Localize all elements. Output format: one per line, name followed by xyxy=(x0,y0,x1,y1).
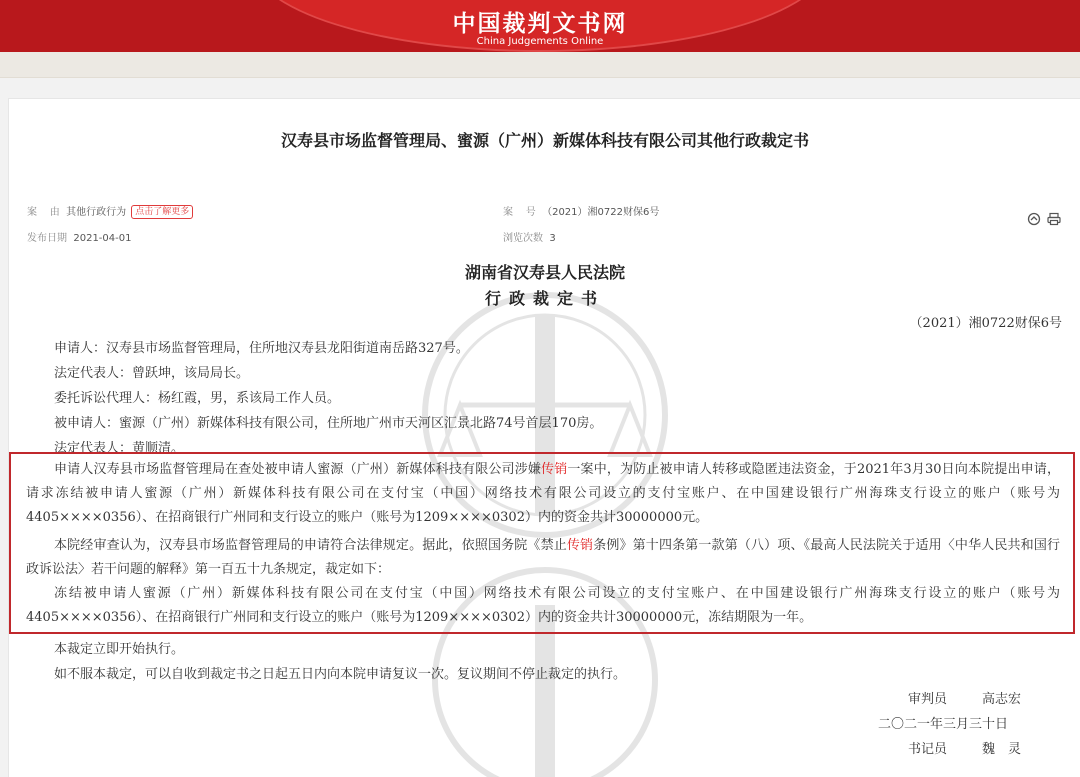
page-title: 汉寿县市场监督管理局、蜜源（广州）新媒体科技有限公司其他行政裁定书 xyxy=(280,131,809,150)
header-subband xyxy=(0,52,1080,78)
meta-publish-date-value: 2021-04-01 xyxy=(73,233,132,244)
document-type: 行政裁定书 xyxy=(484,289,605,308)
judge-label: 审判员 xyxy=(908,692,948,707)
share-icon[interactable] xyxy=(1027,212,1041,230)
court-name: 湖南省汉寿县人民法院 xyxy=(464,263,625,282)
clerk-name: 魏 灵 xyxy=(982,742,1022,757)
para1-highlight: 传销 xyxy=(541,462,568,477)
para2-highlight: 传销 xyxy=(566,538,594,553)
meta-cause xyxy=(27,203,193,219)
site-logo-subtitle: China Judgements Online xyxy=(476,36,604,47)
para1-after: 一案中，为防止被申请人转移或隐匿违法资金，于2021年3月30日向本院提出申请，请求冻结被申请人蜜源（广州）新媒体科技有限公司在支付宝（中国）网络技术有限公司设立的支付宝账户、在中国建设银行广州海珠支行设立的账户（账号为4405××××0356）、在招商银行广州同和支行设立的账户（账号为1209××××0302）内的资金共计30000000元。 xyxy=(26,462,1060,525)
party-respondent: 被申请人：蜜源（广州）新媒体科技有限公司，住所地广州市天河区汇景北路74号首层170房。 xyxy=(54,416,603,431)
party-applicant-rep: 法定代表人：曾跃坤，该局局长。 xyxy=(54,366,250,381)
judge-name: 高志宏 xyxy=(982,692,1022,707)
meta-case-no-value: （2021）湘0722财保6号 xyxy=(542,207,660,218)
meta-cause-label: 案 由 xyxy=(27,207,60,218)
meta-case-no-label: 案 号 xyxy=(503,207,536,218)
paragraph-application xyxy=(26,458,1060,530)
paragraph-reasoning xyxy=(26,534,1060,582)
site-logo-title[interactable]: 中国裁判文书网 xyxy=(452,11,628,37)
document-tools xyxy=(1027,212,1061,230)
para1-before: 申请人汉寿县市场监督管理局在查处被申请人蜜源（广州）新媒体科技有限公司涉嫌 xyxy=(54,462,542,477)
ruling-date: 二〇二一年三月三十日 xyxy=(878,717,1009,732)
learn-more-button[interactable]: 点击了解更多 xyxy=(131,205,193,219)
meta-views xyxy=(503,229,556,244)
paragraph-appeal: 如不服本裁定，可以自收到裁定书之日起五日内向本院申请复议一次。复议期间不停止裁定的执行。 xyxy=(54,667,627,682)
party-respondent-rep: 法定代表人：黄顺清。 xyxy=(54,441,185,456)
meta-publish-date xyxy=(27,229,131,244)
paragraph-ruling: 冻结被申请人蜜源（广州）新媒体科技有限公司在支付宝（中国）网络技术有限公司设立的支付宝账户、在中国建设银行广州海珠支行设立的账户（账号为4405××××0356）、在招商银行广州同和支行设立的账户（账号为1209××××0302）内的资金共计30000000元，冻结期限为一年。 xyxy=(26,586,1060,625)
print-icon[interactable] xyxy=(1047,212,1061,230)
meta-views-label: 浏览次数 xyxy=(503,233,543,244)
party-agent: 委托诉讼代理人：杨红霞，男，系该局工作人员。 xyxy=(54,391,341,406)
site-header-banner xyxy=(0,0,1080,52)
paragraph-execution: 本裁定立即开始执行。 xyxy=(54,642,185,657)
para2-after: 条例》第十四条第一款第（八）项、《最高人民法院关于适用〈中华人民共和国行政诉讼法〉若干问题的解释》第一百五十九条规定，裁定如下： xyxy=(26,538,1060,577)
clerk-label: 书记员 xyxy=(908,742,948,757)
meta-views-value: 3 xyxy=(549,233,556,244)
meta-case-no xyxy=(503,203,659,218)
meta-publish-date-label: 发布日期 xyxy=(27,233,67,244)
meta-cause-value: 其他行政行为 xyxy=(66,207,127,218)
para2-before: 本院经审查认为，汉寿县市场监督管理局的申请符合法律规定。据此，依照国务院《禁止 xyxy=(54,538,567,553)
case-number: （2021）湘0722财保6号 xyxy=(909,316,1062,331)
party-applicant: 申请人：汉寿县市场监督管理局，住所地汉寿县龙阳街道南岳路327号。 xyxy=(54,341,469,356)
